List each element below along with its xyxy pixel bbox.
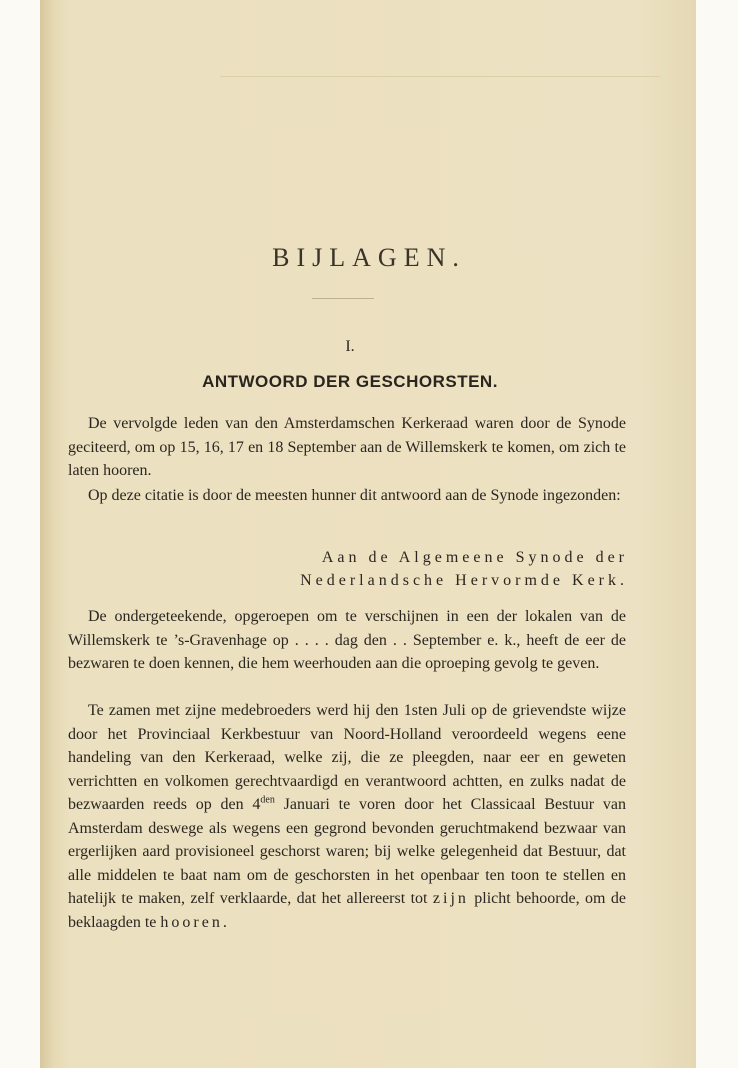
address-block (60, 546, 628, 592)
paragraph-2: Op deze citatie is door de meesten hunner dit antwoord aan de Synode ingezonden: (88, 487, 621, 504)
paragraph-3: De ondergeteekende, opgeroepen om te verschijnen in een der lokalen van de Willemskerk te ’s-Gravenhage op . . . . dag den . . September e. k., heeft de eer de bezwaren te doen kennen, die hem weerhouden aan die oproeping gevolg te geven. (68, 608, 626, 672)
heading-divider (312, 298, 374, 299)
paragraph-4-end: . (222, 913, 227, 931)
address-line-2: Nederlandsche Hervormde Kerk. (300, 572, 628, 589)
bleed-through-rule (220, 76, 660, 77)
paragraph-4-part-1: Te zamen met zijne medebroeders werd hij den 1sten Juli op de grievendste wijze door het Provinciaal Kerkbestuur van Noord-Holland veroordeeld wegens eene handeling van den Kerkeraad, welke zij, die ze pleegden, naar eer en geweten verrichtten en volkomen gerechtvaardigd en verantwoord achtten, en zulks nadat de bezwaarden reeds op den 4 (68, 702, 626, 813)
paragraph-4 (68, 699, 626, 934)
paragraph-1: De vervolgde leden van den Amsterdamschen Kerkeraad waren door de Synode geciteerd, om op 15, 16, 17 en 18 September aan de Willemskerk te komen, om zich te laten hooren. (68, 415, 626, 479)
paragraph-4-part-2: Januari te voren door het Classicaal Bestuur van Amsterdam deswege als wegens een gegrond bevonden geruchtmakend bezwaar van ergerlijken aard provisioneel geschorst waren; bij welke gelegenheid dat Bestuur, dat alle middelen te baat nam om de geschorsten in het openbaar ten toon te stellen en hatelijk te maken, zelf verklaarde, dat het allereerst tot (68, 796, 627, 907)
emphasis-zijn: zijn (432, 890, 469, 907)
page-heading: BIJLAGEN. (272, 243, 466, 272)
ordinal-superscript: den (260, 794, 275, 806)
emphasis-hooren: hooren (160, 913, 223, 931)
paragraph-4-part-3: plicht behoorde, om de beklaagden te (68, 890, 627, 931)
section-number: I. (345, 338, 355, 355)
section-title: ANTWOORD DER GESCHORSTEN. (202, 372, 498, 391)
address-line-1: Aan de Algemeene Synode der (321, 549, 628, 566)
